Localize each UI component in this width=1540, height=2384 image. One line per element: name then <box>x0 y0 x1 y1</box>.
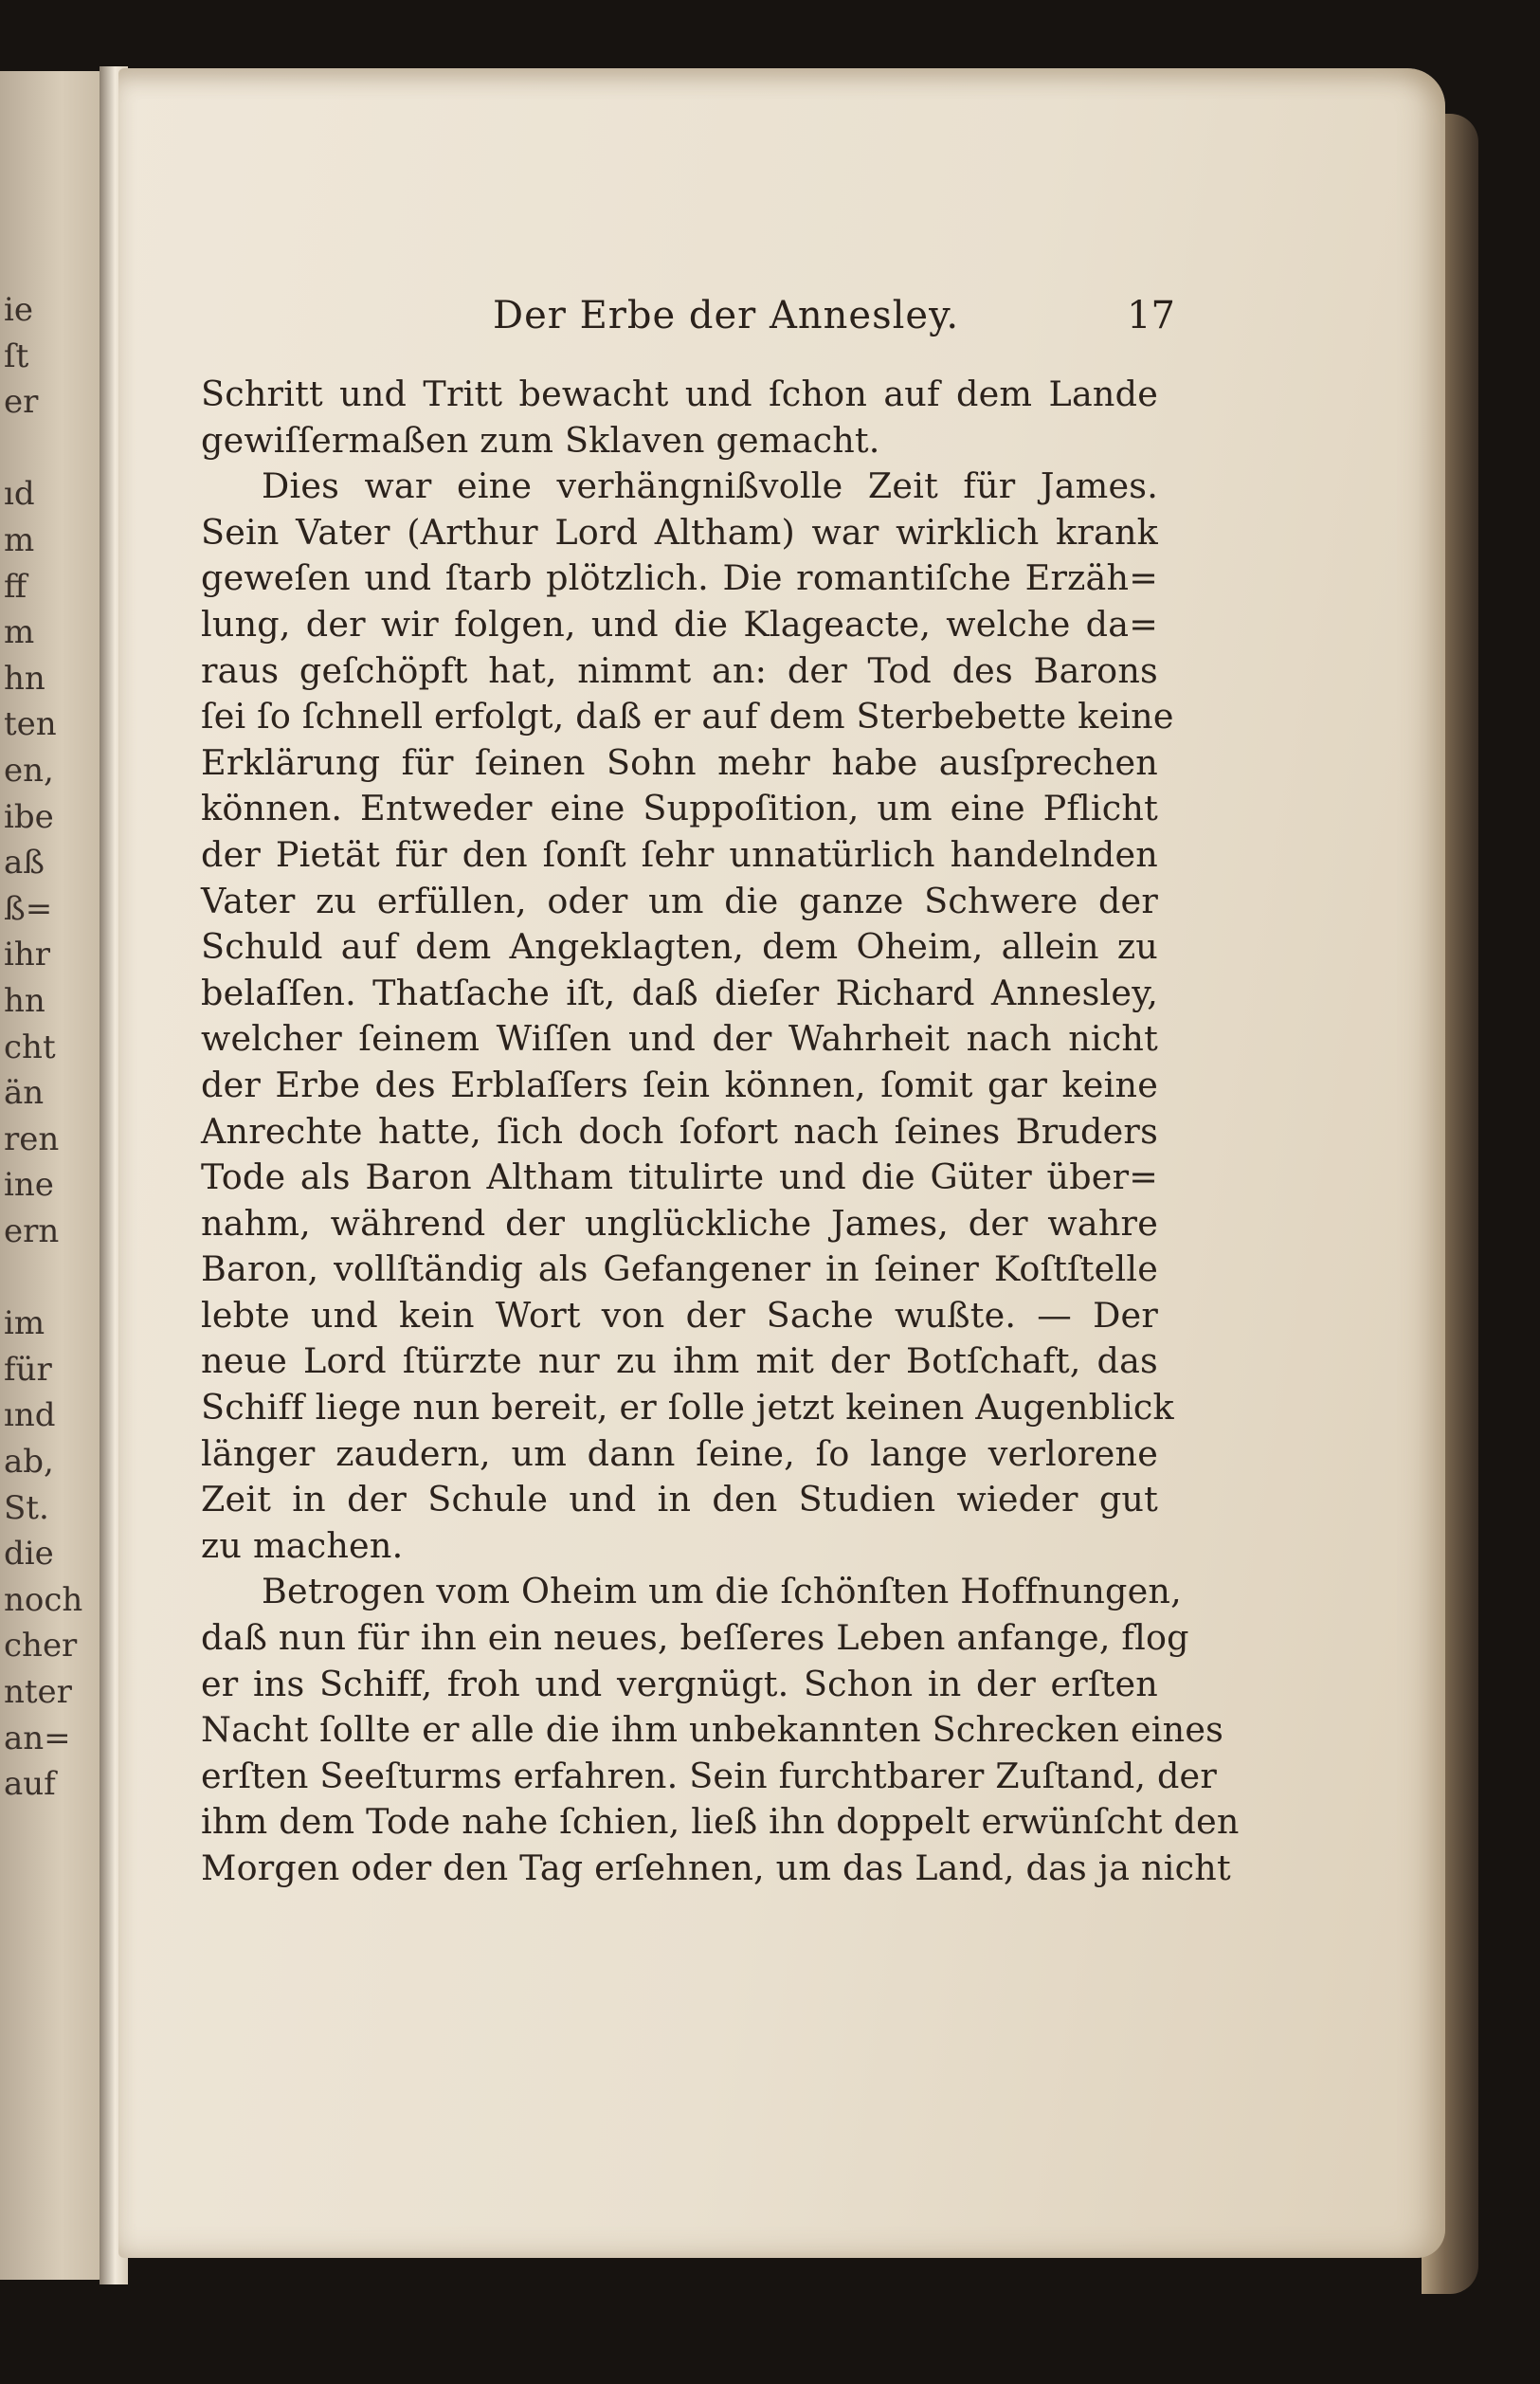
left-page-fragment: noch <box>4 1580 83 1619</box>
text-line: Zeit in der Schule und in den Studien wieder gut <box>201 1479 1158 1520</box>
text-line: geweſen und ſtarb plötzlich. Die romantiſche Erzäh= <box>201 557 1158 599</box>
left-page-fragment: ie <box>4 291 33 329</box>
running-title: Der Erbe der Annesley. <box>493 294 960 337</box>
left-page-fragment: für <box>4 1350 52 1389</box>
left-page-fragment: aß <box>4 844 45 883</box>
left-page-fragment: m <box>4 613 35 652</box>
text-line: können. Entweder eine Suppoſition, um eine Pflicht <box>201 788 1158 829</box>
left-page-fragment: nter <box>4 1673 72 1711</box>
left-page-fragment: hn <box>4 982 45 1020</box>
left-page <box>0 71 102 2280</box>
text-line: Sein Vater (Arthur Lord Altham) war wirklich krank <box>201 511 1158 553</box>
text-line: Schuld auf dem Angeklagten, dem Oheim, allein zu <box>201 926 1158 968</box>
text-line: Vater zu erfüllen, oder um die ganze Schwere der <box>201 880 1158 921</box>
left-page-fragment: ınd <box>4 1396 56 1435</box>
left-page-fragment: ren <box>4 1119 60 1158</box>
left-page-fragment: ſt <box>4 337 29 375</box>
left-page-fragment: ihr <box>4 936 51 974</box>
left-page-fragment: er <box>4 383 39 422</box>
text-line: Betrogen vom Oheim um die ſchönſten Hoffnungen, <box>262 1571 1182 1612</box>
left-page-fragment: ab, <box>4 1443 54 1481</box>
left-page-fragment: ibe <box>4 797 54 836</box>
body-text <box>201 372 1240 1892</box>
text-line: Baron, vollſtändig als Gefangener in ſeiner Koſtſtelle <box>201 1248 1158 1290</box>
left-page-fragment: im <box>4 1304 45 1343</box>
page-header <box>493 294 1175 351</box>
left-page-fragment: en, <box>4 752 54 790</box>
left-page-fragment: cht <box>4 1028 56 1066</box>
left-page-fragment: än <box>4 1074 45 1113</box>
left-page-fragment: ıd <box>4 475 35 514</box>
left-page-fragment: ern <box>4 1212 60 1250</box>
left-page-fragment: ten <box>4 705 57 744</box>
text-line: zu machen. <box>201 1524 404 1566</box>
text-line: Morgen oder den Tag erſehnen, um das Land, das ja nicht <box>201 1847 1231 1888</box>
text-line: Schritt und Tritt bewacht und ſchon auf dem Lande <box>201 373 1158 414</box>
text-line: der Erbe des Erblaſſers ſein können, ſomit gar keine <box>201 1064 1158 1105</box>
text-line: Anrechte hatte, ſich doch ſofort nach ſeines Bruders <box>201 1110 1158 1152</box>
text-line: erſten Seeſturms erfahren. Sein furchtbarer Zuſtand, der <box>201 1755 1217 1796</box>
text-line: nahm, während der unglückliche James, der wahre <box>201 1202 1158 1244</box>
text-line: Schiff liege nun bereit, er ſolle jetzt keinen Augenblick <box>201 1387 1174 1429</box>
text-line: welcher ſeinem Wiſſen und der Wahrheit nach nicht <box>201 1018 1158 1060</box>
left-page-fragment: ff <box>4 567 27 606</box>
left-page-fragment: cher <box>4 1627 78 1665</box>
text-line: lebte und kein Wort von der Sache wußte. — Der <box>201 1294 1158 1336</box>
text-line: gewiſſermaßen zum Sklaven gemacht. <box>201 419 880 461</box>
left-page-fragment: ine <box>4 1166 54 1205</box>
text-line: daß nun für ihn ein neues, beſſeres Leben anfange, flog <box>201 1617 1189 1659</box>
text-line: Tode als Baron Altham titulirte und die Güter über= <box>201 1156 1158 1198</box>
left-page-fragment: die <box>4 1535 54 1574</box>
text-line: Erklärung für ſeinen Sohn mehr habe ausſprechen <box>201 741 1158 783</box>
page-number: 17 <box>1127 294 1175 337</box>
text-line: ſei ſo ſchnell erfolgt, daß er auf dem Sterbebette keine <box>201 696 1174 737</box>
left-page-fragment: an= <box>4 1719 71 1757</box>
text-line: Nacht ſollte er alle die ihm unbekannten Schrecken eines <box>201 1709 1224 1751</box>
left-page-fragment: hn <box>4 659 45 698</box>
text-line: er ins Schiff, froh und vergnügt. Schon in der erſten <box>201 1663 1158 1704</box>
left-page-fragment: m <box>4 521 35 559</box>
left-page-fragment: auf <box>4 1765 56 1804</box>
text-line: lung, der wir folgen, und die Klageacte, welche da= <box>201 603 1158 645</box>
text-line: ihm dem Tode nahe ſchien, ließ ihn doppelt erwünſcht den <box>201 1801 1240 1843</box>
text-line: neue Lord ſtürzte nur zu ihm mit der Botſchaft, das <box>201 1340 1158 1382</box>
text-line: belaſſen. Thatſache iſt, daß dieſer Richard Annesley, <box>201 972 1158 1013</box>
text-line: länger zaudern, um dann ſeine, ſo lange verlorene <box>201 1432 1158 1474</box>
text-line: raus geſchöpft hat, nimmt an: der Tod des Barons <box>201 649 1158 691</box>
text-line: der Pietät für den ſonſt ſehr unnatürlich handelnden <box>201 833 1158 875</box>
left-page-fragment: ß= <box>4 889 53 928</box>
left-page-fragment: St. <box>4 1488 49 1527</box>
text-line: Dies war eine verhängnißvolle Zeit für James. <box>262 465 1158 507</box>
